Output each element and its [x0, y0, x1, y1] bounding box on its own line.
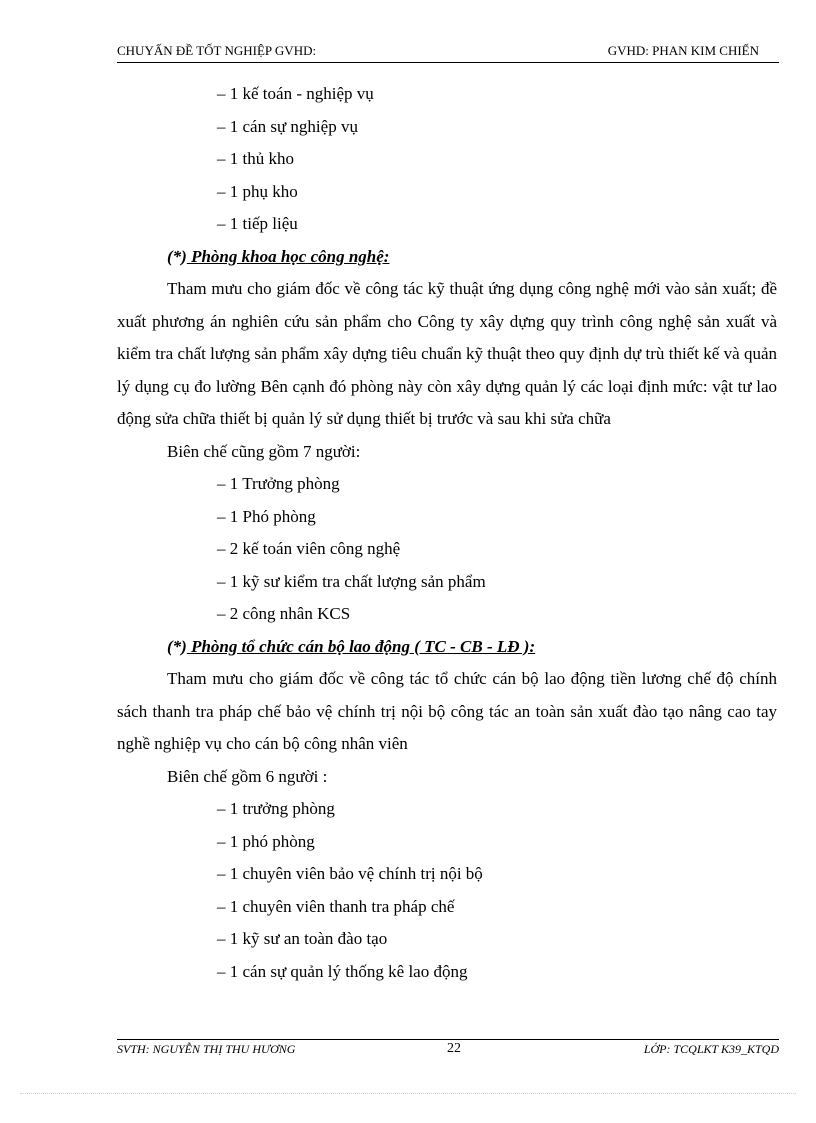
- section-paragraph-personnel: Tham mưu cho giám đốc về công tác tổ chức cán bộ lao động tiền lương chế độ chính sách thanh tra pháp chế bảo vệ chính trị nội bộ công tác an toàn sản xuất đào tạo nâng cao tay nghề nghiệp vụ cho cán bộ công nhân viên: [117, 669, 777, 753]
- list-item: – 1 kỹ sư an toàn đào tạo: [217, 929, 388, 948]
- list-item: – 1 trưởng phòng: [217, 799, 335, 818]
- footer-class: LỚP: TCQLKT K39_KTQD: [643, 1042, 779, 1056]
- page-header: [117, 40, 779, 63]
- list-item: – 1 phó phòng: [217, 831, 315, 851]
- list-item: – 1 chuyên viên thanh tra pháp chế: [217, 896, 455, 916]
- list-item: – 1 chuyên viên bảo vệ chính trị nội bộ: [217, 864, 483, 883]
- list-item: – 1 Trưởng phòng: [217, 474, 340, 493]
- list-item: – 1 thủ kho: [217, 149, 294, 168]
- list-item: – 1 kỹ sư kiểm tra chất lượng sản phẩm: [217, 571, 486, 591]
- list-item: – 2 công nhân KCS: [217, 604, 351, 623]
- staff-line-personnel: Biên chế gồm 6 người :: [167, 766, 328, 786]
- page-footer: [117, 1039, 779, 1060]
- section-paragraph-science: Tham mưu cho giám đốc về công tác kỹ thuật ứng dụng công nghệ mới vào sản xuất; đề xuất phương án nghiên cứu sản phẩm cho Công ty xây dựng quy trình công nghệ sản xuất và kiểm tra chất lượng sản phẩm xây dựng tiêu chuẩn kỹ thuật theo quy định dự trù thiết kế và quản lý dụng cụ đo lường Bên cạnh đó phòng này còn xây dựng quản lý các loại định mức: vật tư lao động sửa chữa thiết bị quản lý sử dụng thiết bị trước và sau khi sửa chữa: [117, 279, 777, 428]
- section-heading-science: [117, 241, 777, 274]
- list-item: – 1 cán sự quản lý thống kê lao động: [217, 961, 468, 981]
- staff-line-science: Biên chế cũng gồm 7 người:: [167, 441, 361, 461]
- list-item: – 1 phụ kho: [217, 181, 298, 201]
- page-number: 22: [447, 1041, 461, 1056]
- list-item: – 1 Phó phòng: [217, 506, 316, 526]
- header-left: CHUYẤN ĐỀ TỐT NGHIỆP GVHD:: [117, 43, 317, 58]
- footer-author: SVTH: NGUYỄN THỊ THU HƯƠNG: [117, 1042, 296, 1056]
- heading-prefix: (*): [167, 246, 187, 266]
- list-item: – 2 kế toán viên công nghệ: [217, 539, 401, 558]
- section-heading-personnel: [117, 631, 777, 664]
- list-item: – 1 tiếp liệu: [217, 214, 298, 233]
- heading-title: Phòng khoa học công nghệ:: [186, 246, 390, 266]
- page-edge-divider: [20, 1093, 796, 1094]
- header-right: GVHD: PHAN KIM CHIẾN: [607, 43, 759, 58]
- document-body: [117, 78, 777, 988]
- list-item: – 1 cán sự nghiệp vụ: [217, 116, 358, 136]
- list-item: – 1 kế toán - nghiệp vụ: [217, 84, 374, 103]
- heading-prefix: (*): [167, 636, 187, 656]
- heading-title: Phòng tổ chức cán bộ lao động ( TC - CB - LĐ ):: [186, 636, 536, 656]
